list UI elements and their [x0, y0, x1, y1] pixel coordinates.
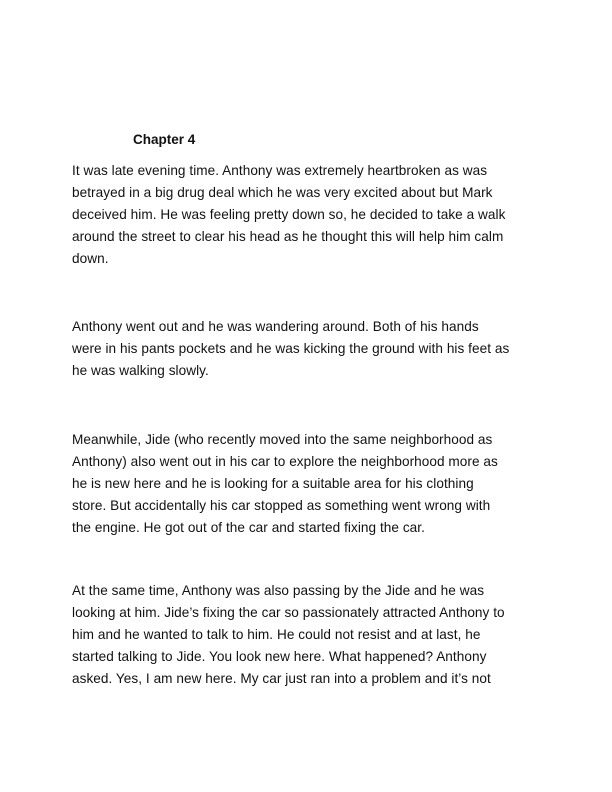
paragraph-4	[72, 580, 552, 690]
text-line: Anthony went out and he was wandering around. Both of his hands	[72, 319, 479, 334]
text-line: he was walking slowly.	[72, 362, 209, 378]
text-line: were in his pants pockets and he was kicking the ground with his feet as	[72, 340, 510, 356]
text-line: deceived him. He was feeling pretty down so, he decided to take a walk	[72, 206, 506, 222]
text-line: him and he wanted to talk to him. He could not resist and at last, he	[72, 626, 481, 642]
text-line: around the street to clear his head as he thought this will help him calm	[72, 228, 504, 244]
text-line: Anthony) also went out in his car to explore the neighborhood more as	[72, 453, 498, 469]
paragraph-2	[72, 316, 552, 382]
text-line: he is new here and he is looking for a suitable area for his clothing	[72, 475, 474, 491]
text-line: looking at him. Jide’s fixing the car so passionately attracted Anthony to	[72, 604, 505, 620]
text-line: It was late evening time. Anthony was extremely heartbroken as was	[72, 163, 488, 178]
text-line: Meanwhile, Jide (who recently moved into the same neighborhood as	[72, 432, 493, 447]
paragraph-1	[72, 160, 552, 270]
text-line: asked. Yes, I am new here. My car just ran into a problem and it’s not	[72, 670, 491, 686]
paragraph-3	[72, 429, 552, 539]
text-line: down.	[72, 250, 109, 266]
text-line: started talking to Jide. You look new here. What happened? Anthony	[72, 648, 487, 664]
text-line: the engine. He got out of the car and started fixing the car.	[72, 519, 425, 535]
text-line: betrayed in a big drug deal which he was very excited about but Mark	[72, 184, 493, 200]
text-line: At the same time, Anthony was also passing by the Jide and he was	[72, 583, 485, 598]
text-line: store. But accidentally his car stopped as something went wrong with	[72, 497, 491, 513]
chapter-title: Chapter 4	[133, 132, 196, 147]
